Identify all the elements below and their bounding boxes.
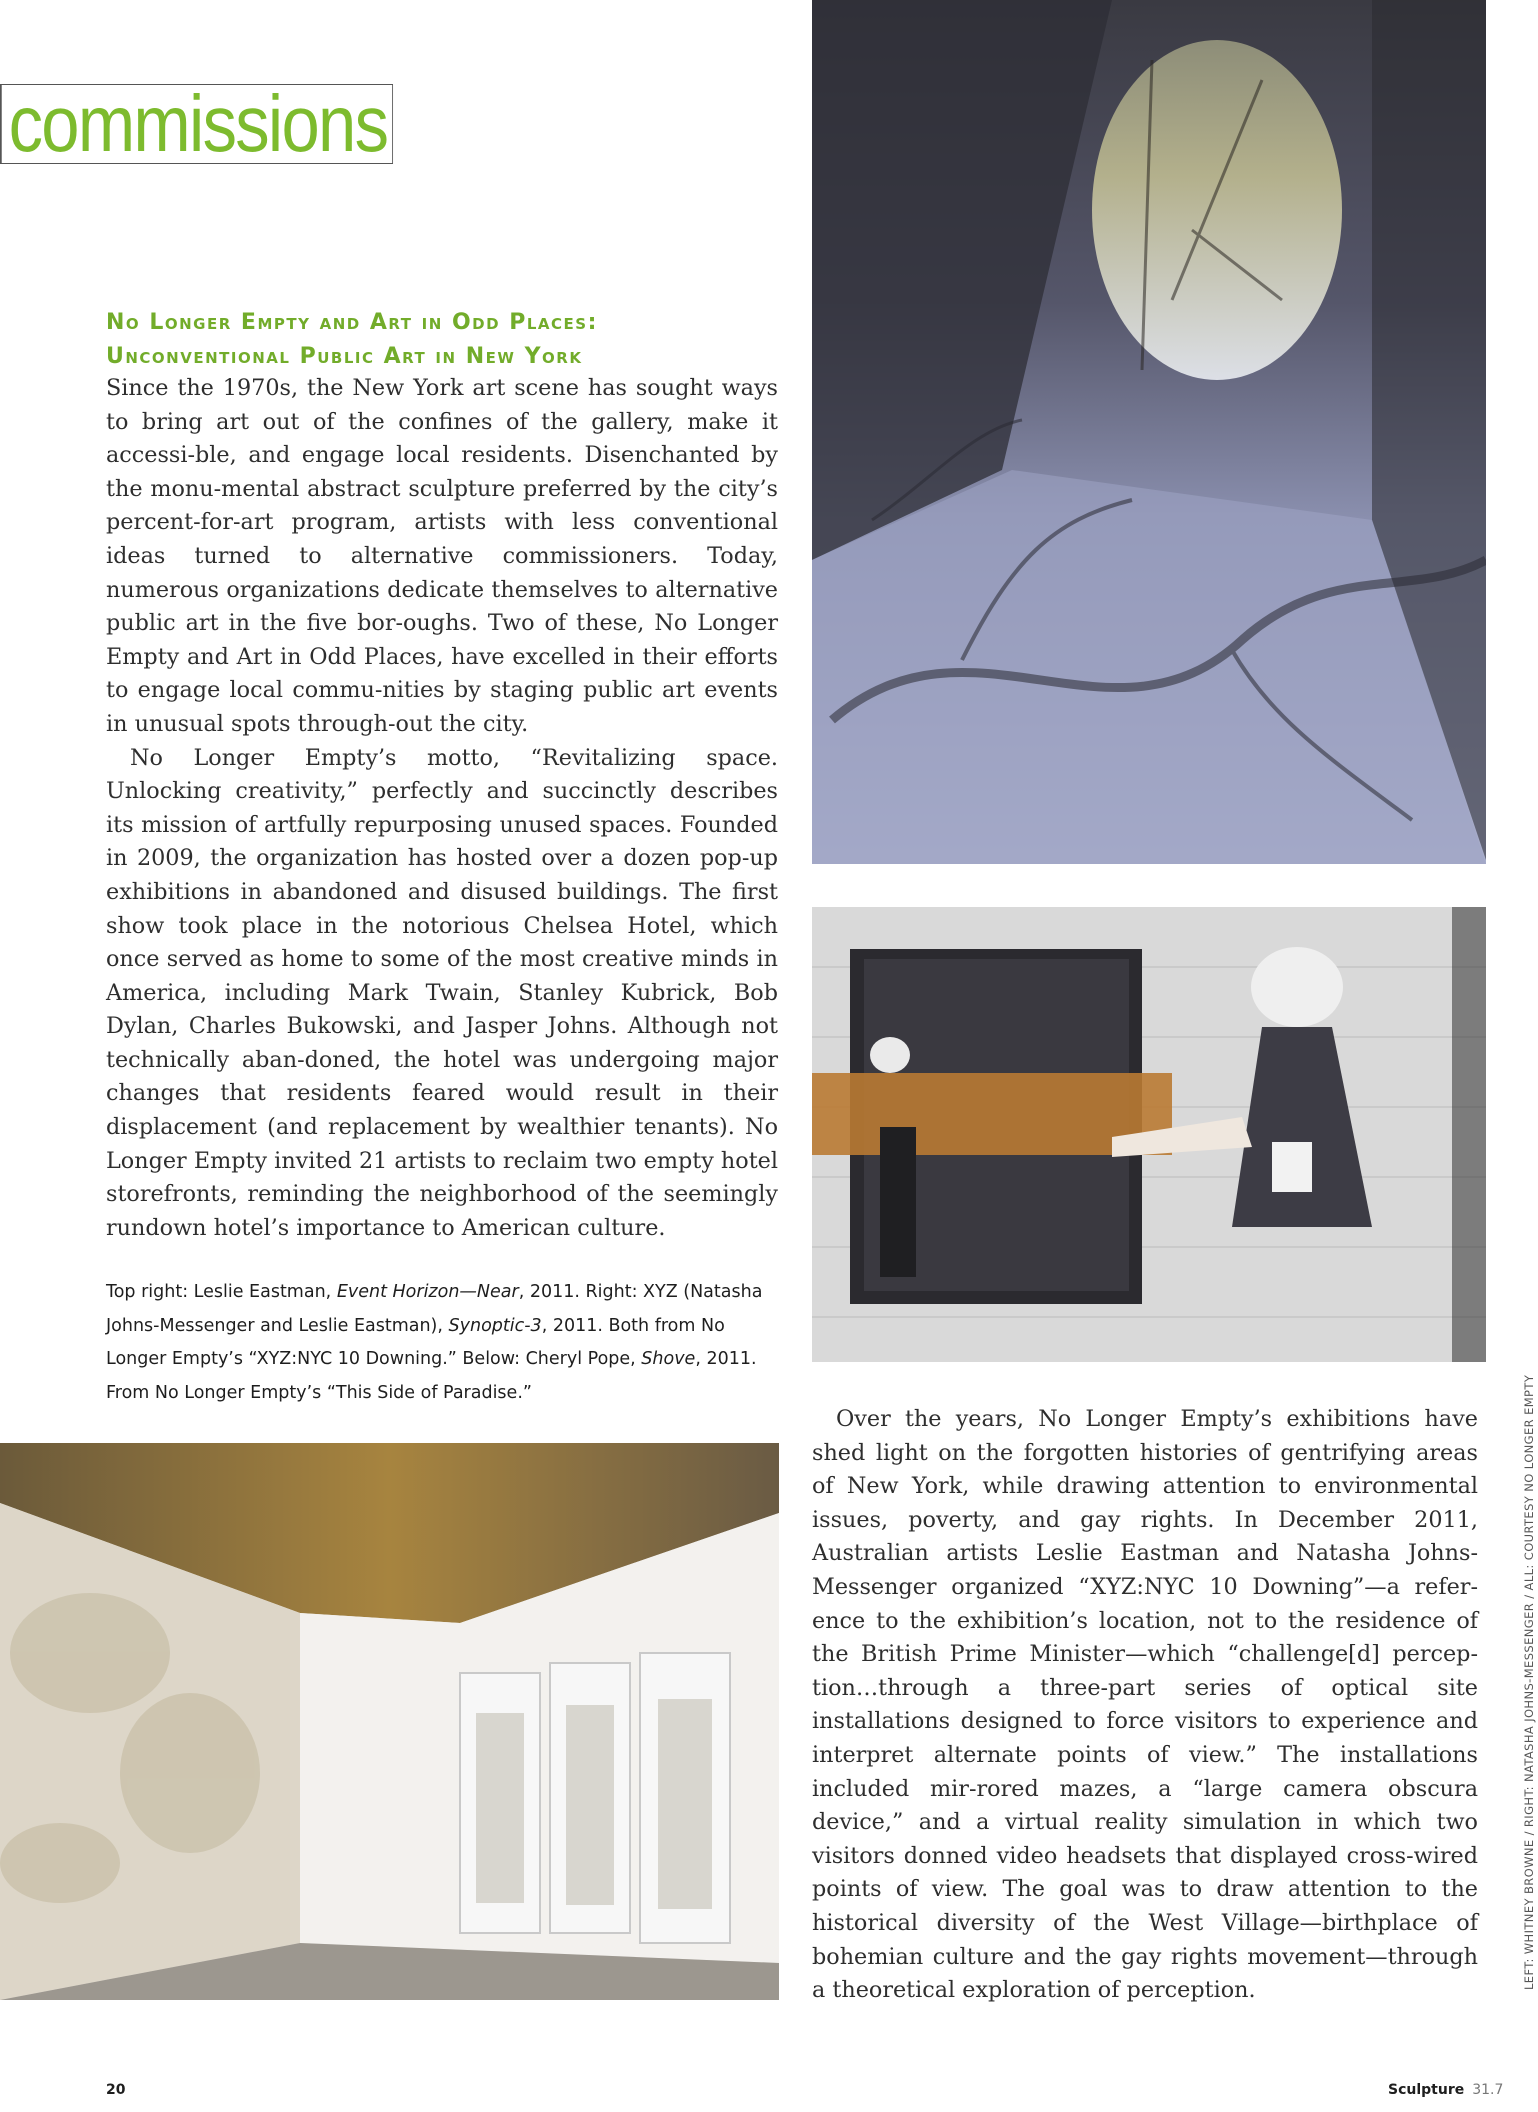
caption-text-3: , 2011. Both from No Longer Empty’s “XYZ:NYC 10 Downing.” Below: Cheryl Pope, [106,1315,725,1369]
photo-event-horizon [812,0,1486,864]
caption-text-1: Top right: Leslie Eastman, [106,1282,337,1302]
article-headline [106,306,806,374]
magazine-name: Sculpture [1388,2082,1465,2098]
caption-text-4: , 2011. From No Longer Empty’s “This Side of Paradise.” [106,1349,757,1403]
page-number: 20 [106,2082,126,2098]
section-label: commissions [0,84,393,164]
body-paragraph-3: Over the years, No Longer Empty’s exhibitions have shed light on the forgotten histories of gentrifying areas of New York, while drawing attention to environmental issues, poverty, and gay rights. In December 2011, Australian artists Leslie Eastman and Natasha Johns-Messenger organized “XYZ:NYC 10 Downing”—a refer-ence to the exhibition’s location, not to the residence of the British Prime Minister—which “challenge[d] percep-tion…through a three-part series of optical site installations designed to force visitors to experience and interpret alternate points of view.” The installations included mir-rored mazes, a “large camera obscura device,” and a virtual reality simulation in which two visitors donned video headsets that displayed cross-wired points of view. The goal was to draw attention to the historical diversity of the West Village—birthplace of bohemian culture and the gay rights movement—through a theoretical exploration of perception. [812,1406,1478,2004]
body-paragraph-2: No Longer Empty’s motto, “Revitalizing space. Unlocking creativity,” perfectly and succinctly describes its mission of artfully repurposing unused spaces. Founded in 2009, the organization has hosted over a dozen pop-up exhibitions in abandoned and disused buildings. The first show took place in the notorious Chelsea Hotel, which once served as home to some of the most creative minds in America, including Mark Twain, Stanley Kubrick, Bob Dylan, Charles Bukowski, and Jasper Johns. Although not technically aban-doned, the hotel was undergoing major changes that residents feared would result in their displacement (and replacement by wealthier tenants). No Longer Empty invited 21 artists to reclaim two empty hotel storefronts, reminding the neighborhood of the seemingly rundown hotel’s importance to American culture. [106,744,778,1241]
photo-credit: LEFT: WHITNEY BROWNE / RIGHT: NATASHA JOHNS-MESSENGER / ALL: COURTESY NO LONGER EMPTY [1522,1374,1536,1990]
photo-synoptic-3 [812,907,1486,1362]
caption-title-1: Event Horizon—Near [336,1282,519,1302]
issue-number: 31.7 [1472,2082,1504,2098]
caption-title-2: Synoptic-3 [448,1315,542,1336]
photo-shove [0,1443,779,2000]
caption-text-2: , 2011. Right: XYZ (Natasha Johns-Messenger and Leslie Eastman), [106,1282,763,1336]
caption-title-3: Shove [641,1349,696,1369]
body-column-left [106,372,778,1245]
folio-magazine [1388,2082,1503,2098]
body-column-right [812,1403,1478,2008]
photo-caption [106,1276,774,1410]
body-paragraph-1: Since the 1970s, the New York art scene has sought ways to bring art out of the confines of the gallery, make it accessi-ble, and engage local residents. Disenchanted by the monu-mental abstract sculpture preferred by the city’s percent-for-art program, artists with less conventional ideas turned to alternative commissioners. Today, numerous organizations dedicate themselves to alternative public art in the five bor-oughs. Two of these, No Longer Empty and Art in Odd Places, have excelled in their efforts to engage local commu-nities by staging public art events in unusual spots through-out the city. [106,375,778,737]
headline-line-1: No Longer Empty and Art in Odd Places: [106,310,598,335]
headline-line-2: Unconventional Public Art in New York [106,344,583,369]
